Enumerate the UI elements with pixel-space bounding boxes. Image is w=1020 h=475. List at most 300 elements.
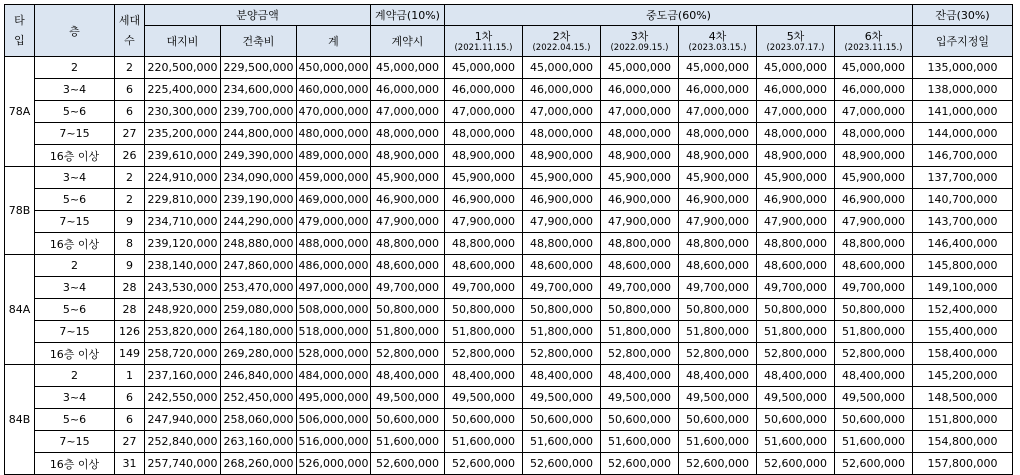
total-price-cell: 508,000,000: [297, 299, 371, 321]
land-cost-cell: 257,740,000: [145, 453, 221, 475]
interim-1-cell: 46,000,000: [445, 79, 523, 101]
interim-2-cell: 51,600,000: [523, 431, 601, 453]
table-row: [5, 321, 1013, 343]
deposit-cell: 46,900,000: [371, 189, 445, 211]
interim-1-cell: 48,900,000: [445, 145, 523, 167]
interim-1-cell: 49,700,000: [445, 277, 523, 299]
building-cost-cell: 246,840,000: [221, 365, 297, 387]
interim-2-header: [523, 26, 601, 57]
floor-cell: 16층 이상: [35, 145, 115, 167]
land-cost-cell: 239,120,000: [145, 233, 221, 255]
floor-cell: 3~4: [35, 277, 115, 299]
land-cost-header: 대지비: [145, 26, 221, 57]
interim-3-cell: 48,000,000: [601, 123, 679, 145]
interim-2-cell: 48,000,000: [523, 123, 601, 145]
total-price-cell: 497,000,000: [297, 277, 371, 299]
interim-4-cell: 52,600,000: [679, 453, 757, 475]
units-cell: 6: [115, 409, 145, 431]
balance-cell: 149,100,000: [913, 277, 1013, 299]
units-cell: 2: [115, 57, 145, 79]
interim-2-cell: 52,800,000: [523, 343, 601, 365]
interim-4-cell: 50,600,000: [679, 409, 757, 431]
floor-cell: 7~15: [35, 123, 115, 145]
balance-cell: 148,500,000: [913, 387, 1013, 409]
building-cost-cell: 247,860,000: [221, 255, 297, 277]
interim-6-cell: 48,400,000: [835, 365, 913, 387]
interim-1-cell: 50,600,000: [445, 409, 523, 431]
units-cell: 26: [115, 145, 145, 167]
interim-1-cell: 51,600,000: [445, 431, 523, 453]
interim-4-cell: 45,900,000: [679, 167, 757, 189]
units-cell: 6: [115, 101, 145, 123]
interim-3-cell: 48,600,000: [601, 255, 679, 277]
building-cost-cell: 244,800,000: [221, 123, 297, 145]
units-cell: 28: [115, 299, 145, 321]
balance-sub-header: 입주지정일: [913, 26, 1013, 57]
interim-4-cell: 49,500,000: [679, 387, 757, 409]
balance-cell: 151,800,000: [913, 409, 1013, 431]
interim-1-cell: 48,600,000: [445, 255, 523, 277]
units-header: [115, 5, 145, 57]
units-cell: 149: [115, 343, 145, 365]
units-cell: 9: [115, 211, 145, 233]
floor-cell: 5~6: [35, 409, 115, 431]
table-row: [5, 167, 1013, 189]
units-cell: 27: [115, 431, 145, 453]
interim-1-cell: 48,000,000: [445, 123, 523, 145]
interim-6-cell: 52,800,000: [835, 343, 913, 365]
total-price-cell: 470,000,000: [297, 101, 371, 123]
interim-6-cell: 48,600,000: [835, 255, 913, 277]
interim-4-cell: 48,900,000: [679, 145, 757, 167]
table-row: [5, 255, 1013, 277]
interim-2-cell: 45,900,000: [523, 167, 601, 189]
interim-5-cell: 45,000,000: [757, 57, 835, 79]
table-row: [5, 57, 1013, 79]
interim-6-cell: 51,800,000: [835, 321, 913, 343]
interim-3-cell: 52,600,000: [601, 453, 679, 475]
interim-4-cell: 51,800,000: [679, 321, 757, 343]
interim-5-cell: 45,900,000: [757, 167, 835, 189]
deposit-cell: 48,900,000: [371, 145, 445, 167]
table-row: [5, 145, 1013, 167]
deposit-cell: 48,800,000: [371, 233, 445, 255]
interim-2-cell: 50,800,000: [523, 299, 601, 321]
interim-6-cell: 52,600,000: [835, 453, 913, 475]
interim-1-cell: 47,900,000: [445, 211, 523, 233]
deposit-cell: 48,600,000: [371, 255, 445, 277]
units-cell: 2: [115, 167, 145, 189]
units-cell: 6: [115, 387, 145, 409]
floor-cell: 5~6: [35, 299, 115, 321]
total-price-cell: 488,000,000: [297, 233, 371, 255]
interim-6-cell: 47,000,000: [835, 101, 913, 123]
units-cell: 27: [115, 123, 145, 145]
interim-5-cell: 52,800,000: [757, 343, 835, 365]
units-cell: 8: [115, 233, 145, 255]
interim-6-cell: 51,600,000: [835, 431, 913, 453]
land-cost-cell: 242,550,000: [145, 387, 221, 409]
interim-2-cell: 47,900,000: [523, 211, 601, 233]
balance-cell: 135,000,000: [913, 57, 1013, 79]
table-row: [5, 343, 1013, 365]
balance-cell: 145,200,000: [913, 365, 1013, 387]
interim-4-cell: 45,000,000: [679, 57, 757, 79]
interim-5-cell: 51,600,000: [757, 431, 835, 453]
building-cost-cell: 258,060,000: [221, 409, 297, 431]
interim-3-cell: 46,900,000: [601, 189, 679, 211]
interim-6-cell: 48,800,000: [835, 233, 913, 255]
land-cost-cell: 220,500,000: [145, 57, 221, 79]
land-cost-cell: 234,710,000: [145, 211, 221, 233]
balance-cell: 140,700,000: [913, 189, 1013, 211]
deposit-sub-header: 계약시: [371, 26, 445, 57]
interim-2-cell: 52,600,000: [523, 453, 601, 475]
land-cost-cell: 253,820,000: [145, 321, 221, 343]
type-header-line2: 입: [14, 33, 25, 47]
floor-cell: 3~4: [35, 387, 115, 409]
interim-6-header: [835, 26, 913, 57]
interim-3-cell: 47,000,000: [601, 101, 679, 123]
balance-cell: 138,000,000: [913, 79, 1013, 101]
sale-price-header: 분양금액: [145, 5, 371, 26]
interim-2-cell: 48,900,000: [523, 145, 601, 167]
deposit-cell: 45,000,000: [371, 57, 445, 79]
interim-3-cell: 45,900,000: [601, 167, 679, 189]
interim-2-cell: 47,000,000: [523, 101, 601, 123]
units-cell: 2: [115, 189, 145, 211]
interim-5-cell: 48,400,000: [757, 365, 835, 387]
interim-5-cell: 52,600,000: [757, 453, 835, 475]
price-table-container: [4, 4, 1013, 475]
table-row: [5, 79, 1013, 101]
interim-3-cell: 49,700,000: [601, 277, 679, 299]
interim-3-cell: 51,800,000: [601, 321, 679, 343]
floor-cell: 16층 이상: [35, 453, 115, 475]
interim-5-cell: 49,500,000: [757, 387, 835, 409]
table-row: [5, 277, 1013, 299]
balance-header: 잔금(30%): [913, 5, 1013, 26]
interim-5-cell: 51,800,000: [757, 321, 835, 343]
table-row: [5, 387, 1013, 409]
land-cost-cell: 247,940,000: [145, 409, 221, 431]
interim-3-cell: 48,400,000: [601, 365, 679, 387]
price-table: [4, 4, 1013, 475]
interim-6-cell: 45,000,000: [835, 57, 913, 79]
floor-cell: 2: [35, 365, 115, 387]
interim-1-cell: 52,600,000: [445, 453, 523, 475]
building-cost-cell: 252,450,000: [221, 387, 297, 409]
deposit-cell: 48,000,000: [371, 123, 445, 145]
interim-2-cell: 46,000,000: [523, 79, 601, 101]
table-row: [5, 233, 1013, 255]
balance-cell: 154,800,000: [913, 431, 1013, 453]
balance-cell: 157,800,000: [913, 453, 1013, 475]
units-header-line2: 수: [124, 33, 135, 47]
balance-cell: 146,400,000: [913, 233, 1013, 255]
land-cost-cell: 235,200,000: [145, 123, 221, 145]
table-row: [5, 299, 1013, 321]
interim-3-cell: 52,800,000: [601, 343, 679, 365]
floor-cell: 3~4: [35, 79, 115, 101]
interim-1-cell: 51,800,000: [445, 321, 523, 343]
deposit-cell: 52,600,000: [371, 453, 445, 475]
total-price-cell: 506,000,000: [297, 409, 371, 431]
table-row: [5, 123, 1013, 145]
interim-3-cell: 48,900,000: [601, 145, 679, 167]
interim-6-cell: 48,000,000: [835, 123, 913, 145]
total-price-cell: 526,000,000: [297, 453, 371, 475]
interim-5-label: 5차: [786, 29, 805, 43]
interim-4-cell: 52,800,000: [679, 343, 757, 365]
interim-5-cell: 49,700,000: [757, 277, 835, 299]
interim-4-cell: 51,600,000: [679, 431, 757, 453]
interim-6-cell: 46,900,000: [835, 189, 913, 211]
interim-2-cell: 48,600,000: [523, 255, 601, 277]
interim-3-cell: 45,000,000: [601, 57, 679, 79]
land-cost-cell: 243,530,000: [145, 277, 221, 299]
interim-2-cell: 49,500,000: [523, 387, 601, 409]
interim-1-header: [445, 26, 523, 57]
interim-4-cell: 47,000,000: [679, 101, 757, 123]
interim-5-cell: 48,900,000: [757, 145, 835, 167]
interim-3-cell: 46,000,000: [601, 79, 679, 101]
type-cell: 84B: [5, 365, 35, 475]
interim-1-date: (2021.11.15.): [454, 42, 513, 53]
total-price-cell: 516,000,000: [297, 431, 371, 453]
interim-6-cell: 50,800,000: [835, 299, 913, 321]
balance-cell: 146,700,000: [913, 145, 1013, 167]
interim-5-cell: 48,600,000: [757, 255, 835, 277]
deposit-cell: 47,900,000: [371, 211, 445, 233]
table-body: [5, 57, 1013, 475]
table-row: [5, 189, 1013, 211]
interim-3-cell: 47,900,000: [601, 211, 679, 233]
total-price-cell: 528,000,000: [297, 343, 371, 365]
interim-3-cell: 49,500,000: [601, 387, 679, 409]
total-price-cell: 486,000,000: [297, 255, 371, 277]
total-price-cell: 489,000,000: [297, 145, 371, 167]
land-cost-cell: 238,140,000: [145, 255, 221, 277]
building-cost-cell: 229,500,000: [221, 57, 297, 79]
building-cost-cell: 249,390,000: [221, 145, 297, 167]
building-cost-cell: 268,260,000: [221, 453, 297, 475]
interim-4-date: (2023.03.15.): [688, 42, 747, 53]
units-cell: 28: [115, 277, 145, 299]
units-header-line1: 세대: [118, 13, 141, 27]
balance-cell: 144,000,000: [913, 123, 1013, 145]
total-price-cell: 480,000,000: [297, 123, 371, 145]
building-cost-header: 건축비: [221, 26, 297, 57]
interim-4-cell: 48,600,000: [679, 255, 757, 277]
floor-cell: 16층 이상: [35, 233, 115, 255]
building-cost-cell: 234,090,000: [221, 167, 297, 189]
total-price-cell: 460,000,000: [297, 79, 371, 101]
deposit-cell: 50,800,000: [371, 299, 445, 321]
interim-6-label: 6차: [864, 29, 883, 43]
interim-6-cell: 45,900,000: [835, 167, 913, 189]
interim-1-cell: 46,900,000: [445, 189, 523, 211]
building-cost-cell: 264,180,000: [221, 321, 297, 343]
interim-4-label: 4차: [708, 29, 727, 43]
floor-cell: 5~6: [35, 101, 115, 123]
total-price-cell: 450,000,000: [297, 57, 371, 79]
land-cost-cell: 230,300,000: [145, 101, 221, 123]
balance-cell: 141,000,000: [913, 101, 1013, 123]
deposit-cell: 49,700,000: [371, 277, 445, 299]
building-cost-cell: 253,470,000: [221, 277, 297, 299]
interim-1-label: 1차: [474, 29, 493, 43]
units-cell: 31: [115, 453, 145, 475]
interim-3-cell: 50,800,000: [601, 299, 679, 321]
units-cell: 9: [115, 255, 145, 277]
building-cost-cell: 234,600,000: [221, 79, 297, 101]
units-cell: 126: [115, 321, 145, 343]
type-cell: 84A: [5, 255, 35, 365]
type-cell: 78B: [5, 167, 35, 255]
interim-4-cell: 46,000,000: [679, 79, 757, 101]
floor-cell: 2: [35, 57, 115, 79]
land-cost-cell: 225,400,000: [145, 79, 221, 101]
deposit-cell: 52,800,000: [371, 343, 445, 365]
building-cost-cell: 259,080,000: [221, 299, 297, 321]
floor-cell: 3~4: [35, 167, 115, 189]
interim-3-cell: 51,600,000: [601, 431, 679, 453]
building-cost-cell: 239,190,000: [221, 189, 297, 211]
interim-1-cell: 49,500,000: [445, 387, 523, 409]
type-header: [5, 5, 35, 57]
interim-2-cell: 48,400,000: [523, 365, 601, 387]
floor-cell: 2: [35, 255, 115, 277]
units-cell: 1: [115, 365, 145, 387]
interim-2-cell: 48,800,000: [523, 233, 601, 255]
interim-2-cell: 45,000,000: [523, 57, 601, 79]
floor-cell: 7~15: [35, 321, 115, 343]
units-cell: 6: [115, 79, 145, 101]
total-price-cell: 469,000,000: [297, 189, 371, 211]
interim-6-cell: 50,600,000: [835, 409, 913, 431]
deposit-cell: 51,600,000: [371, 431, 445, 453]
interim-1-cell: 47,000,000: [445, 101, 523, 123]
building-cost-cell: 244,290,000: [221, 211, 297, 233]
building-cost-cell: 269,280,000: [221, 343, 297, 365]
interim-2-date: (2022.04.15.): [532, 42, 591, 53]
interim-6-cell: 49,500,000: [835, 387, 913, 409]
interim-1-cell: 50,800,000: [445, 299, 523, 321]
land-cost-cell: 229,810,000: [145, 189, 221, 211]
table-row: [5, 453, 1013, 475]
interim-4-cell: 49,700,000: [679, 277, 757, 299]
interim-2-cell: 50,600,000: [523, 409, 601, 431]
deposit-header: 계약금(10%): [371, 5, 445, 26]
interim-4-cell: 48,800,000: [679, 233, 757, 255]
building-cost-cell: 263,160,000: [221, 431, 297, 453]
interim-5-cell: 47,000,000: [757, 101, 835, 123]
land-cost-cell: 248,920,000: [145, 299, 221, 321]
interim-4-cell: 46,900,000: [679, 189, 757, 211]
interim-3-cell: 50,600,000: [601, 409, 679, 431]
total-price-cell: 495,000,000: [297, 387, 371, 409]
table-row: [5, 409, 1013, 431]
interim-1-cell: 45,000,000: [445, 57, 523, 79]
deposit-cell: 51,800,000: [371, 321, 445, 343]
interim-5-header: [757, 26, 835, 57]
table-header: [5, 5, 1013, 57]
deposit-cell: 46,000,000: [371, 79, 445, 101]
interim-6-cell: 49,700,000: [835, 277, 913, 299]
interim-2-label: 2차: [552, 29, 571, 43]
type-cell: 78A: [5, 57, 35, 167]
interim-4-cell: 50,800,000: [679, 299, 757, 321]
interim-2-cell: 46,900,000: [523, 189, 601, 211]
deposit-cell: 45,900,000: [371, 167, 445, 189]
balance-cell: 143,700,000: [913, 211, 1013, 233]
type-header-line1: 타: [14, 13, 25, 27]
interim-5-cell: 48,800,000: [757, 233, 835, 255]
balance-cell: 155,400,000: [913, 321, 1013, 343]
interim-5-date: (2023.07.17.): [766, 42, 825, 53]
deposit-cell: 50,600,000: [371, 409, 445, 431]
interim-5-cell: 48,000,000: [757, 123, 835, 145]
interim-4-cell: 47,900,000: [679, 211, 757, 233]
land-cost-cell: 239,610,000: [145, 145, 221, 167]
table-row: [5, 365, 1013, 387]
interim-6-cell: 48,900,000: [835, 145, 913, 167]
interim-6-cell: 46,000,000: [835, 79, 913, 101]
balance-cell: 158,400,000: [913, 343, 1013, 365]
deposit-cell: 48,400,000: [371, 365, 445, 387]
total-price-cell: 484,000,000: [297, 365, 371, 387]
land-cost-cell: 252,840,000: [145, 431, 221, 453]
total-header: 계: [297, 26, 371, 57]
floor-cell: 16층 이상: [35, 343, 115, 365]
interim-5-cell: 50,800,000: [757, 299, 835, 321]
interim-3-date: (2022.09.15.): [610, 42, 669, 53]
table-row: [5, 101, 1013, 123]
deposit-cell: 49,500,000: [371, 387, 445, 409]
interim-1-cell: 48,400,000: [445, 365, 523, 387]
interim-3-header: [601, 26, 679, 57]
table-row: [5, 431, 1013, 453]
interim-4-header: [679, 26, 757, 57]
total-price-cell: 459,000,000: [297, 167, 371, 189]
floor-cell: 7~15: [35, 211, 115, 233]
interim-6-cell: 47,900,000: [835, 211, 913, 233]
interim-1-cell: 52,800,000: [445, 343, 523, 365]
interim-5-cell: 50,600,000: [757, 409, 835, 431]
balance-cell: 137,700,000: [913, 167, 1013, 189]
interim-3-label: 3차: [630, 29, 649, 43]
interim-4-cell: 48,000,000: [679, 123, 757, 145]
total-price-cell: 479,000,000: [297, 211, 371, 233]
interim-5-cell: 46,000,000: [757, 79, 835, 101]
interim-5-cell: 46,900,000: [757, 189, 835, 211]
deposit-cell: 47,000,000: [371, 101, 445, 123]
interim-2-cell: 49,700,000: [523, 277, 601, 299]
interim-1-cell: 45,900,000: [445, 167, 523, 189]
interim-4-cell: 48,400,000: [679, 365, 757, 387]
table-row: [5, 211, 1013, 233]
interim-6-date: (2023.11.15.): [844, 42, 903, 53]
interim-3-cell: 48,800,000: [601, 233, 679, 255]
building-cost-cell: 239,700,000: [221, 101, 297, 123]
land-cost-cell: 224,910,000: [145, 167, 221, 189]
balance-cell: 145,800,000: [913, 255, 1013, 277]
interim-1-cell: 48,800,000: [445, 233, 523, 255]
floor-cell: 7~15: [35, 431, 115, 453]
floor-header: 층: [35, 5, 115, 57]
floor-cell: 5~6: [35, 189, 115, 211]
